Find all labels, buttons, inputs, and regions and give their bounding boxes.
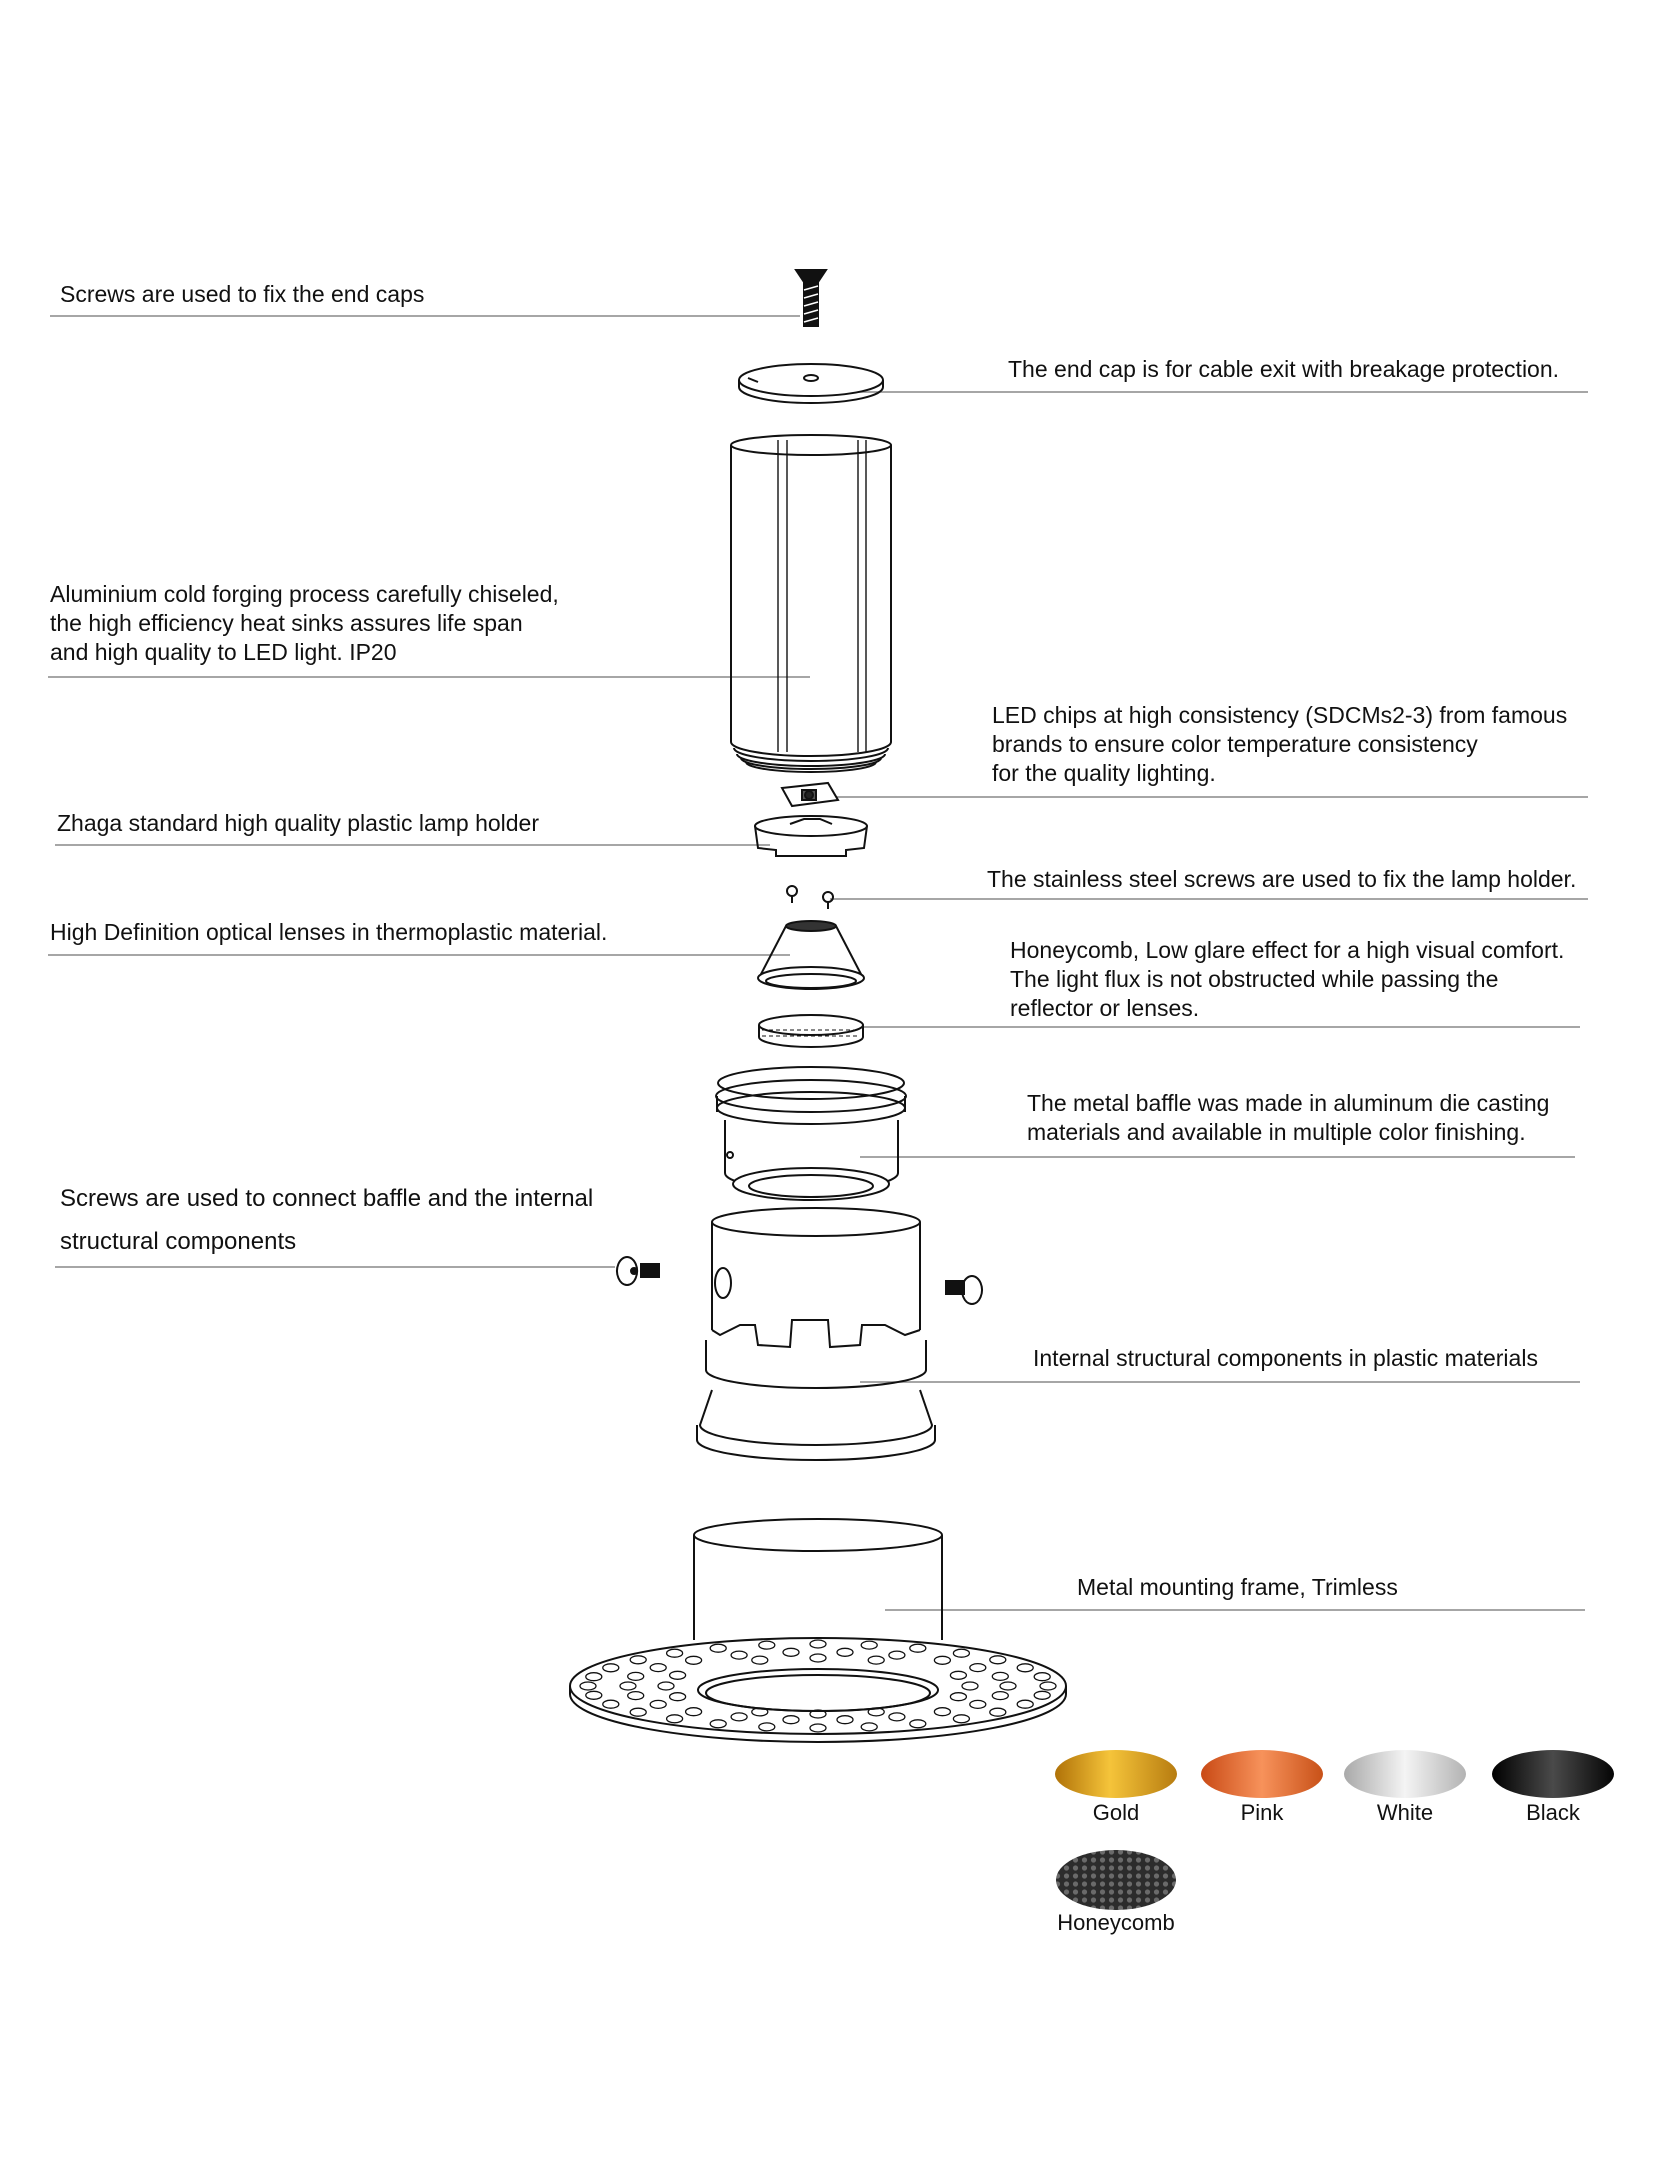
callout-honeycomb — [1010, 936, 1564, 1023]
callout-housing-line-3: and high quality to LED light. IP20 — [50, 639, 397, 665]
metal-baffle — [716, 1067, 906, 1200]
callout-baffle-line-2: materials and available in multiple color finishing. — [1027, 1119, 1526, 1145]
heat-sink-housing — [731, 435, 891, 772]
callout-led-line-3: for the quality lighting. — [992, 760, 1216, 786]
callout-baffle-screws-line-2: structural components — [60, 1228, 297, 1255]
callout-end-cap: The end cap is for cable exit with breakage protection. — [1008, 356, 1560, 382]
callout-endcap-screws: Screws are used to fix the end caps — [60, 281, 425, 307]
callout-lenses: High Definition optical lenses in thermoplastic material. — [50, 919, 608, 945]
swatch-honeycomb — [1056, 1850, 1176, 1910]
swatch-label-black: Black — [1526, 1800, 1580, 1825]
callout-led-line-1: LED chips at high consistency (SDCMs2-3) from famous — [992, 702, 1568, 728]
callout-led-line-2: brands to ensure color temperature consistency — [992, 731, 1478, 757]
callout-honeycomb-line-2: The light flux is not obstructed while passing the — [1010, 966, 1499, 992]
callout-internal: Internal structural components in plastic materials — [1033, 1345, 1538, 1371]
endcap-screw-icon — [796, 270, 826, 326]
led-chip — [782, 783, 838, 806]
internal-structure — [697, 1208, 935, 1460]
swatch-label-honeycomb: Honeycomb — [1057, 1910, 1175, 1935]
swatch-gold — [1055, 1750, 1177, 1798]
swatch-pink — [1201, 1750, 1323, 1798]
swatch-label-gold: Gold — [1092, 1800, 1140, 1825]
holder-screws-icon — [787, 886, 833, 909]
callout-baffle-screws — [60, 1177, 593, 1263]
callout-baffle — [1027, 1089, 1549, 1147]
swatch-white — [1344, 1750, 1466, 1798]
end-cap-disc — [739, 364, 883, 403]
swatch-black — [1492, 1750, 1614, 1798]
mounting-frame — [570, 1519, 1066, 1742]
callout-honeycomb-line-3: reflector or lenses. — [1010, 995, 1200, 1021]
callout-housing-line-2: the high efficiency heat sinks assures life span — [50, 610, 523, 636]
color-swatches — [1055, 1750, 1614, 1910]
lamp-holder — [755, 816, 867, 856]
swatch-label-white: White — [1376, 1800, 1434, 1825]
honeycomb-disc — [759, 1015, 863, 1047]
callout-frame: Metal mounting frame, Trimless — [1077, 1574, 1398, 1600]
callout-baffle-screws-line-1: Screws are used to connect baffle and the internal — [60, 1185, 594, 1212]
baffle-screws-icon — [617, 1257, 982, 1304]
callout-housing — [50, 580, 559, 667]
callout-housing-line-1: Aluminium cold forging process carefully chiseled, — [50, 581, 559, 607]
callout-lamp-holder: Zhaga standard high quality plastic lamp holder — [57, 810, 540, 836]
callout-baffle-line-1: The metal baffle was made in aluminum die casting — [1027, 1090, 1550, 1116]
callout-led-chips — [992, 701, 1567, 788]
callout-honeycomb-line-1: Honeycomb, Low glare effect for a high visual comfort. — [1010, 937, 1565, 963]
swatch-label-pink: Pink — [1240, 1800, 1284, 1825]
callout-holder-screws: The stainless steel screws are used to fix the lamp holder. — [987, 866, 1577, 892]
